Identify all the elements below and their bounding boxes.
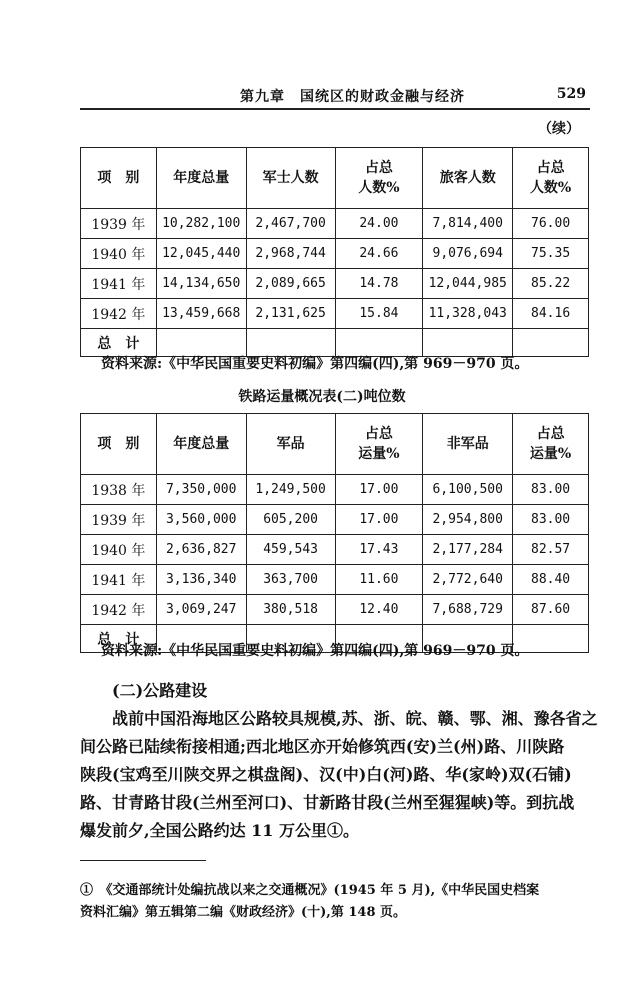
table-cell: 380,518 — [246, 595, 335, 625]
table-cell: 88.40 — [513, 565, 589, 595]
table-cell: 3,136,340 — [156, 565, 246, 595]
table-cell: 11.60 — [335, 565, 423, 595]
table-cell: 1940 年 — [81, 535, 157, 565]
header-cell: 年度总量 — [156, 414, 246, 475]
paragraph-line: 路、甘青路甘段(兰州至河口)、甘新路甘段(兰州至猩猩峡)等。到抗战 — [80, 793, 575, 812]
table-cell: 75.35 — [513, 239, 589, 269]
header-cell: 项 别 — [81, 414, 157, 475]
footnote-rule — [80, 860, 206, 861]
table-cell: 6,100,500 — [423, 475, 513, 505]
table-cell: 605,200 — [246, 505, 335, 535]
table-row — [81, 239, 589, 269]
table-cell: 12.40 — [335, 595, 423, 625]
table-row — [81, 505, 589, 535]
table-cell: 9,076,694 — [423, 239, 513, 269]
table-cell: 3,069,247 — [156, 595, 246, 625]
table-cell: 1941 年 — [81, 565, 157, 595]
table-cell: 3,560,000 — [156, 505, 246, 535]
table-row — [81, 535, 589, 565]
footnote — [80, 880, 592, 924]
table-cell: 87.60 — [513, 595, 589, 625]
table-cell: 1942 年 — [81, 595, 157, 625]
header-cell: 占总 运量% — [513, 414, 589, 475]
table-cell: 83.00 — [513, 475, 589, 505]
table-cell: 2,636,827 — [156, 535, 246, 565]
table-cell: 17.00 — [335, 505, 423, 535]
header-cell: 占总 运量% — [335, 414, 423, 475]
table-cell: 1939 年 — [81, 209, 157, 239]
table-cell: 12,045,440 — [156, 239, 246, 269]
table-cell: 1942 年 — [81, 299, 157, 329]
header-cell: 旅客人数 — [423, 148, 513, 209]
table-cell: 1,249,500 — [246, 475, 335, 505]
total-label: 总 计 — [81, 625, 157, 653]
table-cell: 82.57 — [513, 535, 589, 565]
table-cell: 7,688,729 — [423, 595, 513, 625]
table-cell: 459,543 — [246, 535, 335, 565]
tonnage-table — [80, 413, 589, 653]
header-cell: 军品 — [246, 414, 335, 475]
table-cell: 2,177,284 — [423, 535, 513, 565]
table-cell: 85.22 — [513, 269, 589, 299]
table-cell: 15.84 — [335, 299, 423, 329]
table-cell: 24.00 — [335, 209, 423, 239]
table-cell: 14,134,650 — [156, 269, 246, 299]
header-cell: 军士人数 — [246, 148, 335, 209]
continued-label: （续） — [538, 121, 580, 137]
table-cell: 17.00 — [335, 475, 423, 505]
table-row — [81, 595, 589, 625]
table-cell: 1938 年 — [81, 475, 157, 505]
table-title: 铁路运量概况表(二)吨位数 — [238, 389, 406, 405]
table-cell: 2,954,800 — [423, 505, 513, 535]
table-cell: 2,772,640 — [423, 565, 513, 595]
header-cell: 项 别 — [81, 148, 157, 209]
table-row — [81, 269, 589, 299]
table-row — [81, 299, 589, 329]
source-note: 资料来源:《中华民国重要史料初编》第四编(四),第 969－970 页。 — [101, 356, 529, 372]
table-cell: 84.16 — [513, 299, 589, 329]
footnote-line: 资料汇编》第五辑第二编《财政经济》(十),第 148 页。 — [80, 905, 407, 920]
running-header — [80, 80, 590, 110]
header-cell: 占总 人数% — [335, 148, 423, 209]
header-cell: 非军品 — [423, 414, 513, 475]
table-cell: 76.00 — [513, 209, 589, 239]
table-cell: 13,459,668 — [156, 299, 246, 329]
table-cell: 2,089,665 — [246, 269, 335, 299]
footnote-line: ① 《交通部统计处编抗战以来之交通概况》(1945 年 5 月),《中华民国史档案 — [80, 883, 540, 898]
table-cell: 7,350,000 — [156, 475, 246, 505]
table-row — [81, 209, 589, 239]
table-cell: 2,131,625 — [246, 299, 335, 329]
table-cell: 1940 年 — [81, 239, 157, 269]
table-header-row — [81, 414, 589, 475]
table-cell: 1941 年 — [81, 269, 157, 299]
table-cell: 11,328,043 — [423, 299, 513, 329]
table-cell: 14.78 — [335, 269, 423, 299]
table-cell: 24.66 — [335, 239, 423, 269]
table-cell: 7,814,400 — [423, 209, 513, 239]
table-header-row — [81, 148, 589, 209]
header-rule — [80, 108, 590, 110]
table-row — [81, 475, 589, 505]
paragraph-line: 间公路已陆续衔接相通;西北地区亦开始修筑西(安)兰(州)路、川陕路 — [80, 737, 565, 756]
table-cell: 2,968,744 — [246, 239, 335, 269]
paragraph-line: 陕段(宝鸡至川陕交界之棋盘阁)、汉(中)白(河)路、华(家岭)双(石铺) — [80, 765, 572, 784]
table-row — [81, 565, 589, 595]
header-cell: 年度总量 — [156, 148, 246, 209]
section-heading: (二)公路建设 — [112, 681, 208, 700]
table-cell: 1939 年 — [81, 505, 157, 535]
table-cell: 12,044,985 — [423, 269, 513, 299]
source-note: 资料来源:《中华民国重要史料初编》第四编(四),第 969－970 页。 — [101, 643, 529, 659]
passenger-table — [80, 147, 589, 357]
table-cell: 17.43 — [335, 535, 423, 565]
header-cell: 占总 人数% — [513, 148, 589, 209]
chapter-title: 第九章 国统区的财政金融与经济 — [240, 89, 465, 105]
total-label: 总 计 — [81, 329, 157, 357]
page-number: 529 — [556, 86, 586, 102]
table-cell: 10,282,100 — [156, 209, 246, 239]
table-cell: 83.00 — [513, 505, 589, 535]
paragraph-line: 战前中国沿海地区公路较具规模,苏、浙、皖、赣、鄂、湘、豫各省之 — [112, 709, 598, 728]
table-cell: 2,467,700 — [246, 209, 335, 239]
table-cell: 363,700 — [246, 565, 335, 595]
body-paragraph — [80, 705, 598, 845]
paragraph-line: 爆发前夕,全国公路约达 11 万公里①。 — [80, 821, 359, 840]
